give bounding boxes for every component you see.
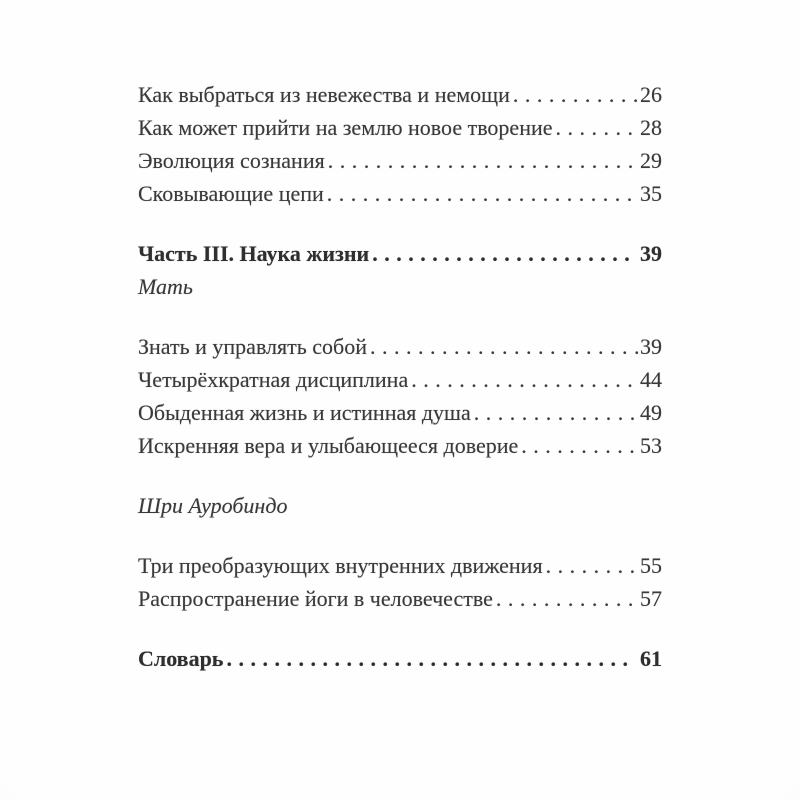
toc-leader-dots: [226, 642, 633, 675]
toc-entry-label: Сковывающие цепи: [138, 181, 324, 206]
toc-entry-label: Знать и управлять собой: [138, 334, 368, 359]
toc-entry-page: 44: [640, 367, 662, 392]
toc-entry-label: Шри Ауробиндо: [138, 493, 288, 518]
toc-entry-page: 57: [640, 586, 662, 611]
toc-entry-page: 49: [640, 400, 662, 425]
toc-leader-dots: [546, 549, 640, 582]
toc-leader-dots: [474, 396, 640, 429]
toc-leader-dots: [411, 363, 640, 396]
toc-leader-dots: [328, 144, 640, 177]
toc-entry-label: Мать: [138, 274, 193, 299]
toc-entry-page: 61: [640, 646, 662, 671]
toc-entry: [138, 363, 662, 396]
toc-entry-label: Обыденная жизнь и истинная душа: [138, 400, 471, 425]
toc-entry: [138, 177, 662, 210]
toc-entry: [138, 237, 662, 270]
toc-entry-label: Искренняя вера и улыбающееся доверие: [138, 433, 519, 458]
toc-author-line: [138, 270, 662, 303]
toc-entry-page: 39: [640, 241, 662, 266]
toc-leader-dots: [372, 237, 633, 270]
toc-entry-label: Как может прийти на землю новое творение: [138, 115, 553, 140]
toc-entry-page: 28: [640, 115, 662, 140]
toc-entry-label: Как выбраться из невежества и немощи: [138, 82, 510, 107]
toc-entry-label: Распространение йоги в человечестве: [138, 586, 493, 611]
toc-leader-dots: [327, 177, 640, 210]
toc-entry-label: Словарь: [138, 646, 224, 671]
toc-entry-page: 26: [640, 82, 662, 107]
toc-entry-page: 29: [640, 148, 662, 173]
toc-entry-page: 55: [640, 553, 662, 578]
toc-entry-page: 39: [640, 334, 662, 359]
toc-entry-label: Часть III. Наука жизни: [138, 241, 370, 266]
toc-entry: [138, 78, 662, 111]
toc-entry-page: 53: [640, 433, 662, 458]
toc-entry-label: Четырёхкратная дисциплина: [138, 367, 409, 392]
toc-entry: [138, 582, 662, 615]
toc-leader-dots: [521, 429, 640, 462]
toc-entry-label: Три преобразующих внутренних движения: [138, 553, 543, 578]
toc-entry: [138, 330, 662, 363]
toc-author-line: [138, 489, 662, 522]
toc-entry: [138, 396, 662, 429]
toc-leader-dots: [496, 582, 640, 615]
toc-entry-page: 35: [640, 181, 662, 206]
toc-entry: [138, 642, 662, 675]
toc-entry: [138, 144, 662, 177]
toc-entry-label: Эволюция сознания: [138, 148, 325, 173]
toc-entry: [138, 111, 662, 144]
table-of-contents: [138, 78, 662, 675]
toc-entry: [138, 429, 662, 462]
toc-leader-dots: [556, 111, 640, 144]
toc-leader-dots: [513, 78, 640, 111]
toc-leader-dots: [370, 330, 640, 363]
toc-entry: [138, 549, 662, 582]
